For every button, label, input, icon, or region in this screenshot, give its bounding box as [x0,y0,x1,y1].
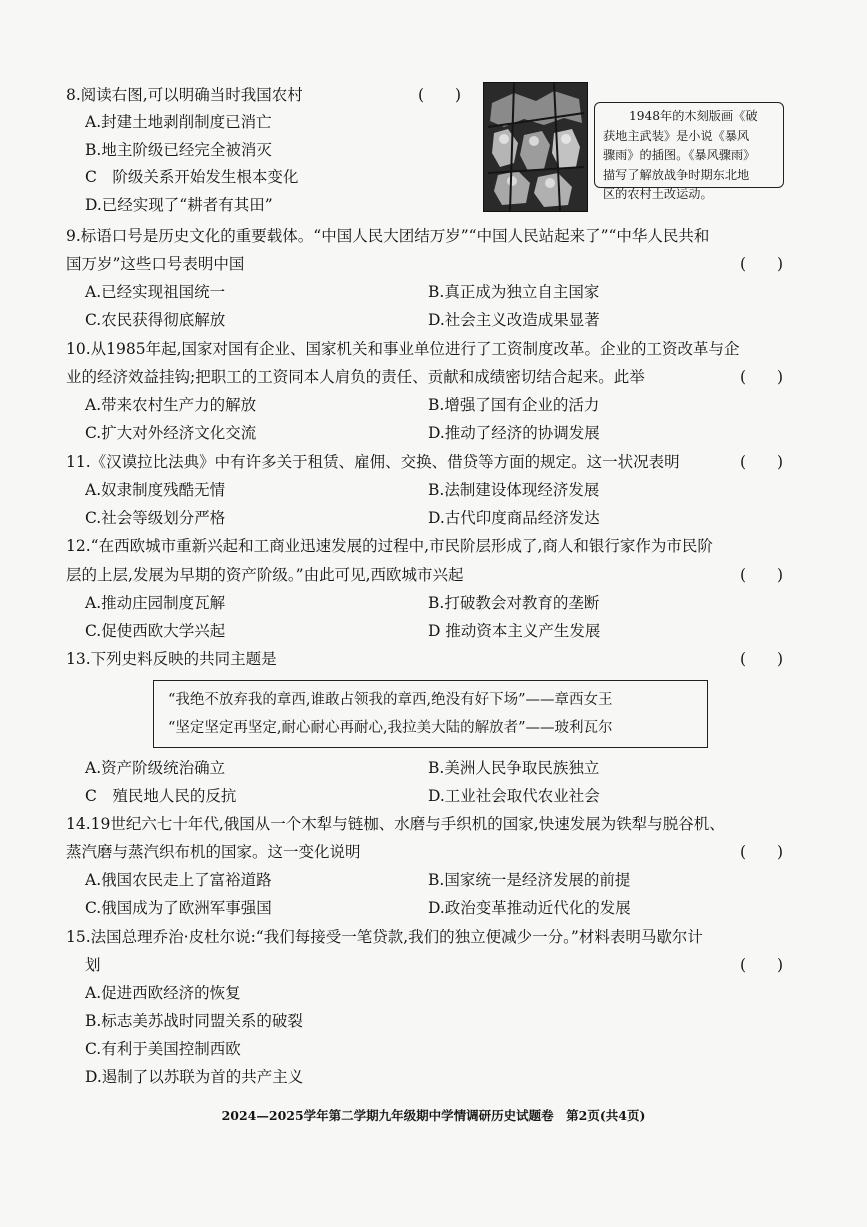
page-footer: 2024—2025学年第二学期九年级期中学情调研历史试题卷 第2页(共4页) [221,1108,646,1123]
q10-option-d: D.推动了经济的协调发展 [428,424,600,442]
quote-line: “我绝不放弃我的章西,谁敢占领我的章西,绝没有好下场”——章西女王 [168,692,613,708]
q9-option-b: B.真正成为独立自主国家 [428,283,600,301]
q8-option-c: C 阶级关系开始发生根本变化 [85,168,299,186]
q9-stem-line-1: 9.标语口号是历史文化的重要载体。“中国人民大团结万岁”“中国人民站起来了”“中华人民共和 [66,227,710,245]
q11-answer-blank[interactable]: ( ) [740,453,784,471]
q14-stem-line-1: 14.19世纪六七十年代,俄国从一个木犁与链枷、水磨与手织机的国家,快速发展为铁犁与脱谷机、 [66,815,725,833]
q13-option-b: B.美洲人民争取民族独立 [428,759,600,777]
q12-option-b: B.打破教会对教育的垄断 [428,594,600,612]
caption-line: 区的农村土改运动。 [603,187,713,201]
q12-option-c: C.促使西欧大学兴起 [85,622,226,640]
q11-option-b: B.法制建设体现经济发展 [428,481,600,499]
q11-option-a: A.奴隶制度残酷无情 [85,481,226,499]
q14-option-a: A.俄国农民走上了富裕道路 [85,871,272,889]
q14-stem-line-2: 蒸汽磨与蒸汽织布机的国家。这一变化说明 [66,843,361,861]
caption-line: 描写了解放战争时期东北地 [603,167,750,182]
q9-option-c: C.农民获得彻底解放 [85,311,226,329]
q9-stem-line-2: 国万岁”这些口号表明中国 [66,255,245,273]
q15-option-a: A.促进西欧经济的恢复 [85,984,241,1002]
caption-line: 1948年的木刻版画《破 [629,109,758,123]
q10-answer-blank[interactable]: ( ) [740,368,784,386]
q15-stem-line-2: 划 [85,956,101,974]
q13-stem: 13.下列史料反映的共同主题是 [66,650,277,668]
q15-option-c: C.有利于美国控制西欧 [85,1040,241,1058]
q13-answer-blank[interactable]: ( ) [740,650,784,668]
q15-option-b: B.标志美苏战时同盟关系的破裂 [85,1012,303,1030]
q10-option-c: C.扩大对外经济文化交流 [85,424,257,442]
q12-answer-blank[interactable]: ( ) [740,566,784,584]
q14-option-c: C.俄国成为了欧洲军事强国 [85,899,272,917]
q11-option-c: C.社会等级划分严格 [85,509,226,527]
q10-option-b: B.增强了国有企业的活力 [428,396,600,414]
q12-stem-line-1: 12.“在西欧城市重新兴起和工商业迅速发展的过程中,市民阶层形成了,商人和银行家作为市民阶 [66,537,713,555]
q10-option-a: A.带来农村生产力的解放 [85,396,257,414]
q13-quote-box [153,680,708,748]
q9-answer-blank[interactable]: ( ) [740,255,784,273]
q15-stem-line-1: 15.法国总理乔治·皮杜尔说:“我们每接受一笔贷款,我们的独立便减少一分。”材料表明马歇尔计 [66,928,703,946]
q10-stem-line-1: 10.从1985年起,国家对国有企业、国家机关和事业单位进行了工资制度改革。企业的工资改革与企 [66,340,740,358]
caption-line: 骤雨》的插图。《暴风骤雨》 [603,148,756,162]
q11-stem: 11.《汉谟拉比法典》中有许多关于租赁、雇佣、交换、借贷等方面的规定。这一状况表明 [66,453,680,471]
q8-option-a: A.封建土地剥削制度已消亡 [85,113,272,131]
q14-answer-blank[interactable]: ( ) [740,843,784,861]
q13-option-c: C 殖民地人民的反抗 [85,787,237,805]
q14-option-b: B.国家统一是经济发展的前提 [428,871,631,889]
q11-option-d: D.古代印度商品经济发达 [428,509,600,527]
q8-answer-blank[interactable]: ( ) [418,86,462,104]
q13-option-d: D.工业社会取代农业社会 [428,787,600,805]
q15-answer-blank[interactable]: ( ) [740,956,784,974]
q8-caption-box [594,102,784,201]
woodcut-illustration [483,82,588,212]
q12-option-d: D 推动资本主义产生发展 [428,622,601,640]
q8-option-d: D.已经实现了“耕者有其田” [85,196,273,214]
q8-option-b: B.地主阶级已经完全被消灭 [85,141,272,159]
q10-stem-line-2: 业的经济效益挂钩;把职工的工资同本人肩负的责任、贡献和成绩密切结合起来。此举 [66,368,645,386]
caption-line: 获地主武装》是小说《暴风 [603,128,750,143]
quote-line: “坚定坚定再坚定,耐心耐心再耐心,我拉美大陆的解放者”——玻利瓦尔 [168,720,613,736]
q9-option-a: A.已经实现祖国统一 [85,283,226,301]
q8-stem: 8.阅读右图,可以明确当时我国农村 [66,86,303,104]
q15-option-d: D.遏制了以苏联为首的共产主义 [85,1068,304,1086]
q13-option-a: A.资产阶级统治确立 [85,759,226,777]
q12-stem-line-2: 层的上层,发展为早期的资产阶级。”由此可见,西欧城市兴起 [66,566,464,584]
q9-option-d: D.社会主义改造成果显著 [428,311,600,329]
q12-option-a: A.推动庄园制度瓦解 [85,594,226,612]
q14-option-d: D.政治变革推动近代化的发展 [428,899,631,917]
